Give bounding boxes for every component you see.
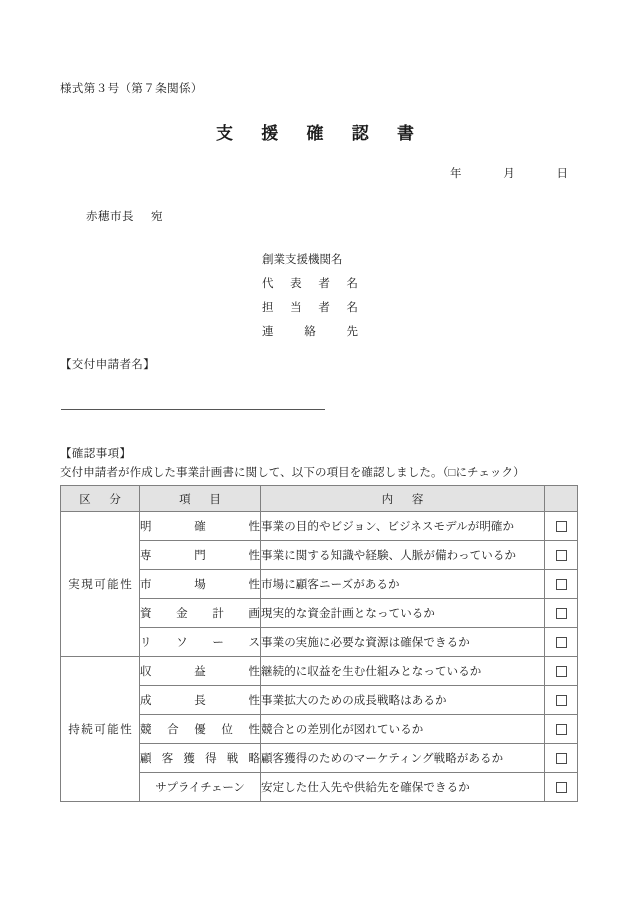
item-char: 長 <box>194 695 206 707</box>
checkbox-icon[interactable] <box>556 579 567 590</box>
item-char: リ <box>140 637 152 649</box>
org-char: 表 <box>290 278 302 290</box>
table-row <box>61 657 578 686</box>
cell-checkbox[interactable] <box>545 686 578 715</box>
org-line-representative-name <box>262 275 358 291</box>
cell-checkbox[interactable] <box>545 657 578 686</box>
org-line-contact-info <box>262 323 358 339</box>
applicant-name-label: 【交付申請者名】 <box>60 359 156 371</box>
item-char: 場 <box>194 579 206 591</box>
item-char: 優 <box>194 724 206 736</box>
org-char: 絡 <box>304 326 316 338</box>
date-line <box>450 165 568 181</box>
cell-content: 市場に顧客ニーズがあるか <box>261 570 545 599</box>
cell-item <box>140 512 261 541</box>
organization-signature-block <box>262 251 358 339</box>
cell-checkbox[interactable] <box>545 512 578 541</box>
addressee-line <box>86 208 163 224</box>
table-header-row <box>61 486 578 512</box>
item-char: 位 <box>221 724 233 736</box>
checkbox-icon[interactable] <box>556 666 567 677</box>
cell-item <box>140 541 261 570</box>
cell-item <box>140 599 261 628</box>
item-char: 成 <box>140 695 152 707</box>
org-char: 者 <box>318 278 330 290</box>
item-char: 獲 <box>183 753 195 765</box>
column-header-content: 内 容 <box>261 486 545 512</box>
confirmation-table <box>60 485 578 802</box>
table-body <box>61 512 578 802</box>
confirmation-section-note: 交付申請者が作成した事業計画書に関して、以下の項目を確認しました。（□にチェック） <box>60 467 525 479</box>
item-char: 略 <box>248 753 260 765</box>
cell-content: 事業に関する知識や経験、人脈が備わっているか <box>261 541 545 570</box>
item-label <box>140 692 260 708</box>
org-line-contact-person-name <box>262 299 358 315</box>
date-year-label: 年 <box>450 168 462 180</box>
applicant-name-rule <box>61 409 325 410</box>
cell-checkbox[interactable] <box>545 628 578 657</box>
checkbox-icon[interactable] <box>556 637 567 648</box>
item-char: サプライチェーン <box>155 782 245 794</box>
cell-content: 事業の目的やビジョン、ビジネスモデルが明確か <box>261 512 545 541</box>
cell-checkbox[interactable] <box>545 541 578 570</box>
checkbox-icon[interactable] <box>556 550 567 561</box>
item-char: 性 <box>248 521 260 533</box>
cell-item <box>140 628 261 657</box>
item-char: 収 <box>140 666 152 678</box>
item-char: 益 <box>194 666 206 678</box>
item-char: 客 <box>161 753 174 765</box>
checkbox-icon[interactable] <box>556 695 567 706</box>
form-number: 様式第３号（第７条関係） <box>60 83 203 95</box>
item-label <box>140 576 260 592</box>
org-line-institution-name: 創業支援機関名 <box>262 254 343 266</box>
cell-item <box>140 686 261 715</box>
checkbox-icon[interactable] <box>556 724 567 735</box>
item-char: ソ <box>176 637 188 649</box>
item-char: ス <box>248 637 260 649</box>
cell-content: 競合との差別化が図れているか <box>261 715 545 744</box>
cell-checkbox[interactable] <box>545 744 578 773</box>
item-label <box>140 547 260 563</box>
item-char: 顧 <box>140 753 152 765</box>
cell-item <box>140 657 261 686</box>
table-header <box>61 486 578 512</box>
item-char: ー <box>212 637 224 649</box>
item-char: 画 <box>248 608 260 620</box>
cell-content: 顧客獲得のためのマーケティング戦略があるか <box>261 744 545 773</box>
cell-item <box>140 570 261 599</box>
table-row <box>61 512 578 541</box>
cell-checkbox[interactable] <box>545 773 578 802</box>
item-label <box>140 663 260 679</box>
item-char: 市 <box>140 579 152 591</box>
item-char: 確 <box>194 521 206 533</box>
confirmation-section-label: 【確認事項】 <box>60 448 132 460</box>
item-char: 性 <box>248 724 260 736</box>
item-char: 性 <box>248 666 260 678</box>
column-header-check <box>545 486 578 512</box>
cell-item <box>140 715 261 744</box>
cell-checkbox[interactable] <box>545 570 578 599</box>
item-char: 競 <box>140 724 152 736</box>
document-title: 支 援 確 認 書 <box>216 124 426 143</box>
org-char: 名 <box>346 302 358 314</box>
item-label <box>140 605 260 621</box>
item-char: 資 <box>140 608 152 620</box>
org-char: 代 <box>262 278 274 290</box>
addressee-honorific: 宛 <box>151 211 163 223</box>
date-month-label: 月 <box>503 168 515 180</box>
cell-content: 現実的な資金計画となっているか <box>261 599 545 628</box>
item-label <box>140 518 260 534</box>
addressee-recipient: 赤穂市長 <box>86 211 134 223</box>
cell-category: 持続可能性 <box>61 657 140 802</box>
cell-item <box>140 773 261 802</box>
cell-content: 安定した仕入先や供給先を確保できるか <box>261 773 545 802</box>
cell-content: 事業拡大のための成長戦略はあるか <box>261 686 545 715</box>
org-char: 担 <box>262 302 274 314</box>
cell-checkbox[interactable] <box>545 715 578 744</box>
org-char: 名 <box>346 278 358 290</box>
item-char: 性 <box>248 550 260 562</box>
checkbox-icon[interactable] <box>556 782 567 793</box>
item-char: 合 <box>167 724 179 736</box>
checkbox-icon[interactable] <box>556 521 567 532</box>
item-char: 戦 <box>226 753 239 765</box>
cell-content: 事業の実施に必要な資源は確保できるか <box>261 628 545 657</box>
cell-category: 実現可能性 <box>61 512 140 657</box>
item-label <box>140 634 260 650</box>
item-char: 性 <box>248 579 260 591</box>
cell-checkbox[interactable] <box>545 599 578 628</box>
item-char: 金 <box>176 608 188 620</box>
org-char: 者 <box>318 302 330 314</box>
checkbox-icon[interactable] <box>556 753 567 764</box>
cell-content: 継続的に収益を生む仕組みとなっているか <box>261 657 545 686</box>
column-header-category: 区 分 <box>61 486 140 512</box>
item-char: 得 <box>205 753 217 765</box>
item-char: 門 <box>194 550 206 562</box>
checkbox-icon[interactable] <box>556 608 567 619</box>
item-char: 明 <box>140 521 152 533</box>
item-char: 専 <box>140 550 152 562</box>
cell-item <box>140 744 261 773</box>
item-char: 計 <box>212 608 224 620</box>
column-header-item: 項 目 <box>140 486 261 512</box>
item-label <box>140 779 260 795</box>
date-day-label: 日 <box>556 168 568 180</box>
org-char: 先 <box>346 326 358 338</box>
org-char: 当 <box>290 302 302 314</box>
item-label <box>140 721 260 737</box>
item-label <box>140 750 260 766</box>
org-char: 連 <box>262 326 274 338</box>
item-char: 性 <box>248 695 260 707</box>
